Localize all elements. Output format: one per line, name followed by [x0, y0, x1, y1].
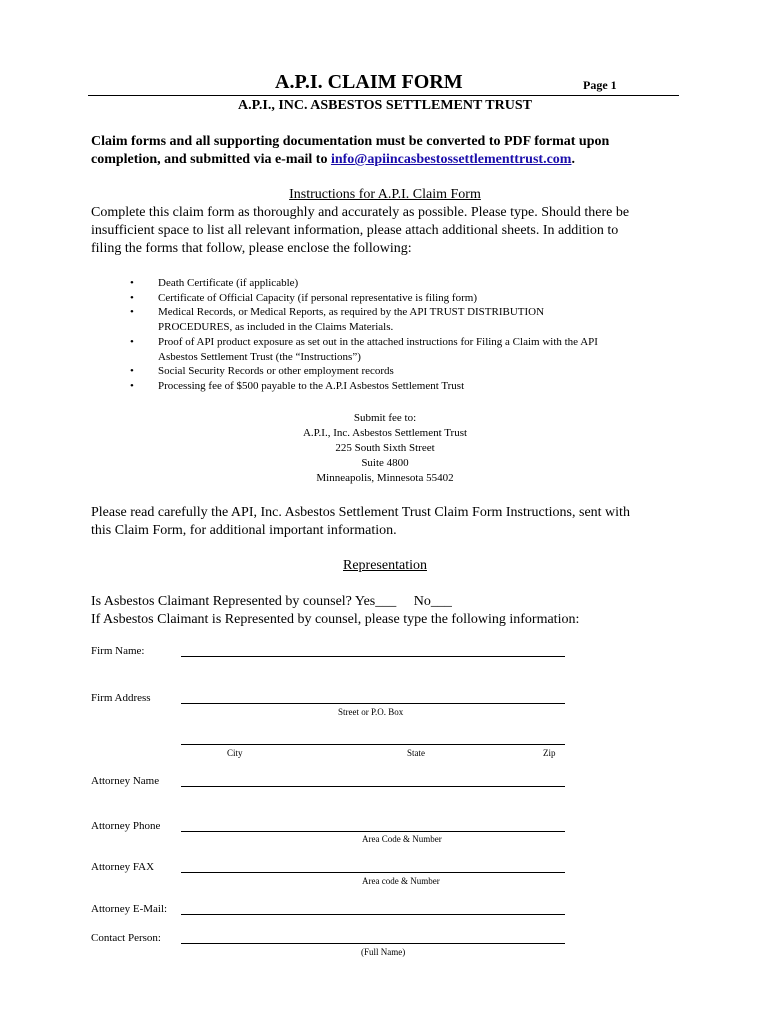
instructions-line1: Complete this claim form as thoroughly and accurately as possible. Please type. Should there be	[91, 205, 630, 220]
instructions-line2: insufficient space to list all relevant information, please attach additional sheets. In addition to	[91, 223, 619, 238]
list-item	[130, 291, 688, 306]
contact-person-field[interactable]	[181, 943, 565, 944]
bullet-icon: •	[130, 365, 134, 378]
street-caption: Street or P.O. Box	[338, 707, 404, 717]
list-item	[130, 379, 688, 394]
zip-caption: Zip	[543, 748, 556, 758]
notice-prefix: completion, and submitted via e-mail to	[91, 152, 331, 167]
list-item	[130, 305, 688, 334]
attorney-name-label: Attorney Name	[91, 775, 160, 787]
form-title: A.P.I. CLAIM FORM	[275, 71, 463, 93]
required-documents-list	[130, 276, 688, 394]
list-item	[130, 276, 688, 291]
contact-person-label: Contact Person:	[91, 932, 161, 944]
attorney-email-label: Attorney E-Mail:	[91, 903, 168, 915]
represented-question: Is Asbestos Claimant Represented by counsel? Yes___ No___	[91, 594, 452, 609]
phone-caption: Area Code & Number	[362, 834, 442, 844]
firm-address-city-state-zip-field[interactable]	[181, 744, 565, 745]
header-rule	[88, 95, 679, 96]
list-item-text: Social Security Records or other employment records	[158, 365, 394, 378]
bullet-icon: •	[130, 291, 134, 304]
attorney-email-field[interactable]	[181, 914, 565, 915]
fee-address-line1: Submit fee to:	[353, 412, 417, 424]
state-caption: State	[407, 748, 425, 758]
instructions-heading: Instructions for A.P.I. Claim Form	[289, 187, 481, 202]
fee-address-line5: Minneapolis, Minnesota 55402	[316, 472, 454, 484]
list-item	[130, 335, 688, 364]
page-number: Page 1	[583, 78, 617, 92]
firm-address-label: Firm Address	[91, 692, 151, 704]
attorney-fax-field[interactable]	[181, 872, 565, 873]
firm-address-street-field[interactable]	[181, 703, 565, 704]
bullet-icon: •	[130, 277, 134, 289]
attorney-name-field[interactable]	[181, 786, 565, 787]
representation-heading: Representation	[343, 558, 427, 573]
firm-name-field[interactable]	[181, 656, 565, 657]
fee-address-line3: 225 South Sixth Street	[335, 442, 435, 454]
trust-name: A.P.I., INC. ASBESTOS SETTLEMENT TRUST	[238, 98, 532, 113]
list-item-text: Processing fee of $500 payable to the A.P.I Asbestos Settlement Trust	[158, 379, 465, 392]
fee-address-line2: A.P.I., Inc. Asbestos Settlement Trust	[302, 427, 468, 439]
attorney-phone-label: Attorney Phone	[91, 820, 161, 832]
read-notice-line2: this Claim Form, for additional important information.	[91, 523, 397, 538]
bullet-icon: •	[130, 306, 134, 319]
list-item-text: Medical Records, or Medical Reports, as required by the API TRUST DISTRIBUTION PROCEDURES, as included in the Claims Materials.	[158, 306, 545, 334]
submission-notice-line2	[91, 152, 575, 168]
read-notice-line1: Please read carefully the API, Inc. Asbestos Settlement Trust Claim Form Instructions, sent with	[91, 505, 630, 520]
fax-caption: Area code & Number	[362, 876, 440, 886]
email-link[interactable]: info@apiincasbestossettlementtrust.com	[330, 152, 572, 167]
bullet-icon: •	[130, 379, 134, 392]
attorney-phone-field[interactable]	[181, 831, 565, 832]
submission-notice-line1: Claim forms and all supporting documentation must be converted to PDF format upon	[91, 134, 610, 149]
instructions-line3: filing the forms that follow, please enclose the following:	[91, 241, 412, 256]
firm-name-label: Firm Name:	[91, 645, 145, 657]
city-caption: City	[227, 748, 243, 758]
represented-instruction: If Asbestos Claimant is Represented by counsel, please type the following information:	[91, 612, 580, 627]
full-name-caption: (Full Name)	[361, 947, 406, 957]
list-item-text: Certificate of Official Capacity (if personal representative is filing form)	[158, 291, 477, 304]
attorney-fax-label: Attorney FAX	[91, 861, 155, 873]
bullet-icon: •	[130, 335, 134, 348]
list-item	[130, 364, 688, 379]
list-item-text: Death Certificate (if applicable)	[158, 277, 299, 289]
fee-address-line4: Suite 4800	[361, 457, 409, 469]
list-item-text: Proof of API product exposure as set out in the attached instructions for Filing a Claim with the API Asbestos Settlement Trust (the “Instructions”)	[158, 335, 598, 363]
notice-suffix: .	[571, 152, 575, 167]
